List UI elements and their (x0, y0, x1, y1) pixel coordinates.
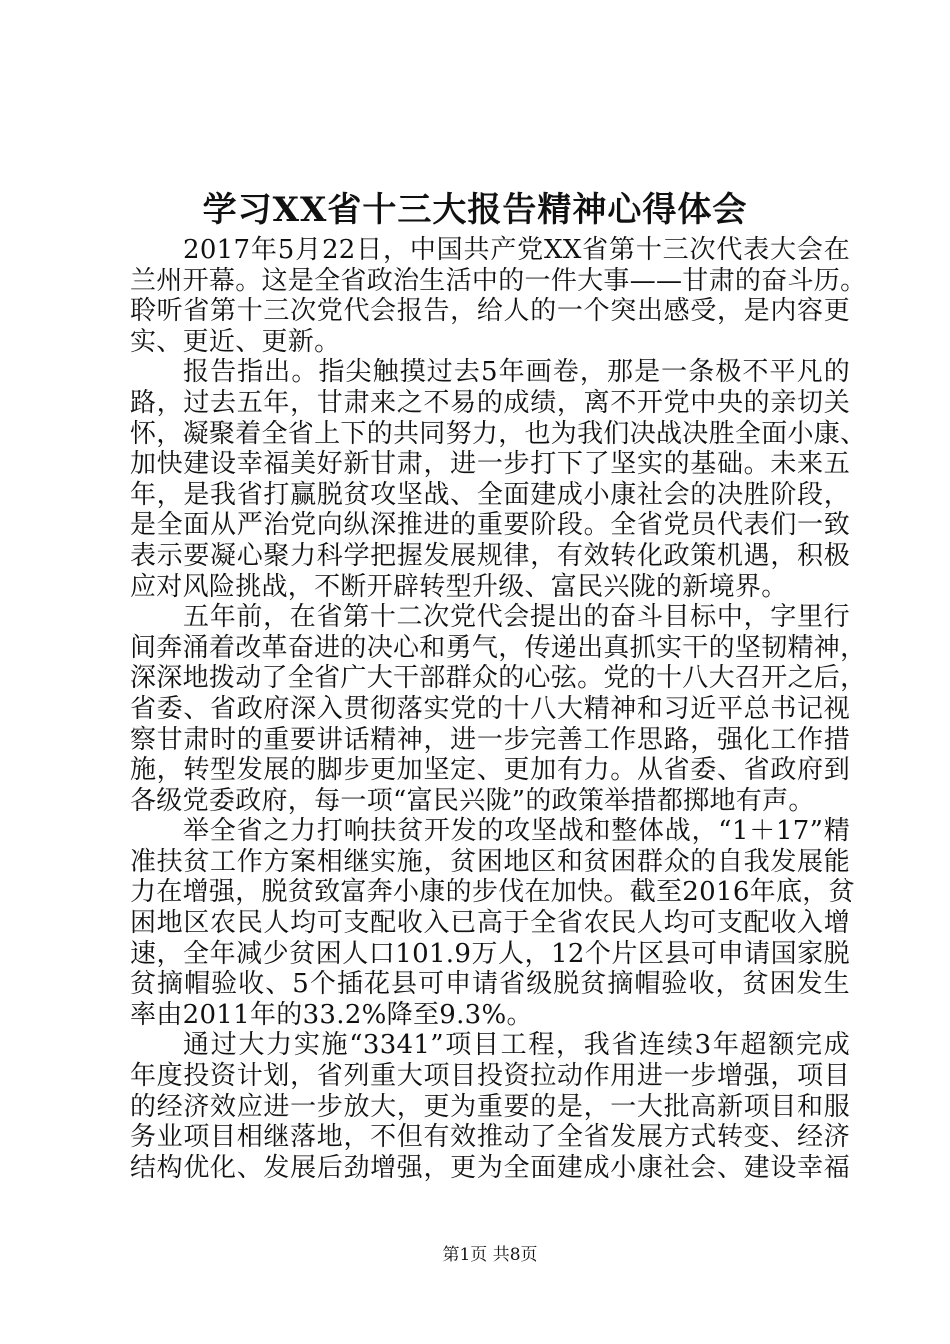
text-line: 是全面从严治党向纵深推进的重要阶段。全省党员代表们一致 (130, 510, 850, 541)
text-line: 举全省之力打响扶贫开发的攻坚战和整体战，“1＋17”精 (183, 816, 850, 847)
text-line: 结构优化、发展后劲增强，更为全面建成小康社会、建设幸福 (130, 1152, 850, 1183)
text-line: 五年前，在省第十二次党代会提出的奋斗目标中，字里行 (183, 602, 850, 633)
text-line: 通过大力实施“3341”项目工程，我省连续3年超额完成 (183, 1030, 850, 1061)
text-line: 2017年5月22日，中国共产党XX省第十三次代表大会在 (183, 235, 850, 265)
document-title: 学习XX省十三大报告精神心得体会 (202, 190, 748, 230)
text-line: 表示要凝心聚力科学把握发展规律，有效转化政策机遇，积极 (130, 540, 850, 571)
text-line: 年度投资计划，省列重大项目投资拉动作用进一步增强，项目 (130, 1061, 850, 1092)
text-line: 察甘肃时的重要讲话精神，进一步完善工作思路，强化工作措 (130, 724, 850, 755)
text-line: 施，转型发展的脚步更加坚定、更加有力。从省委、省政府到 (130, 755, 850, 786)
text-line: 务业项目相继落地，不但有效推动了全省发展方式转变、经济 (130, 1122, 850, 1153)
page-footer: 第1页 共8页 (442, 1245, 538, 1265)
text-line: 加快建设幸福美好新甘肃，进一步打下了坚实的基础。未来五 (130, 449, 850, 480)
text-line: 年，是我省打赢脱贫攻坚战、全面建成小康社会的决胜阶段， (130, 479, 850, 510)
paragraph (130, 816, 855, 1030)
text-line: 间奔涌着改革奋进的决心和勇气，传递出真抓实干的坚韧精神， (130, 632, 867, 663)
paragraph (130, 357, 867, 602)
paragraph (130, 1030, 850, 1183)
text-line: 的经济效应进一步放大，更为重要的是，一大批高新项目和服 (130, 1091, 850, 1122)
paragraph (130, 602, 867, 816)
text-line: 率由2011年的33.2%降至9.3%。 (130, 999, 533, 1030)
text-line: 路，过去五年，甘肃来之不易的成绩，离不开党中央的亲切关 (130, 387, 850, 418)
document-body (130, 235, 867, 1183)
text-line: 怀，凝聚着全省上下的共同努力，也为我们决战决胜全面小康、 (130, 418, 867, 449)
text-line: 兰州开幕。这是全省政治生活中的一件大事——甘肃的奋斗历。 (130, 265, 867, 296)
text-line: 聆听省第十三次党代会报告，给人的一个突出感受，是内容更 (130, 296, 850, 327)
text-line: 省委、省政府深入贯彻落实党的十八大精神和习近平总书记视 (130, 693, 850, 724)
text-line: 应对风险挑战，不断开辟转型升级、富民兴陇的新境界。 (130, 571, 788, 602)
paragraph (130, 235, 867, 357)
text-line: 力在增强，脱贫致富奔小康的步伐在加快。截至2016年底，贫 (130, 877, 855, 908)
text-line: 深深地拨动了全省广大干部群众的心弦。党的十八大召开之后， (130, 663, 867, 694)
text-line: 速，全年减少贫困人口101.9万人，12个片区县可申请国家脱 (130, 938, 850, 969)
text-line: 准扶贫工作方案相继实施，贫困地区和贫困群众的自我发展能 (130, 846, 850, 877)
text-line: 实、更近、更新。 (130, 326, 341, 357)
text-line: 贫摘帽验收、5个插花县可申请省级脱贫摘帽验收，贫困发生 (130, 969, 850, 1000)
text-line: 报告指出。指尖触摸过去5年画卷，那是一条极不平凡的 (183, 357, 850, 388)
text-line: 困地区农民人均可支配收入已高于全省农民人均可支配收入增 (130, 908, 850, 939)
text-line: 各级党委政府，每一项“富民兴陇”的政策举措都掷地有声。 (130, 785, 815, 816)
